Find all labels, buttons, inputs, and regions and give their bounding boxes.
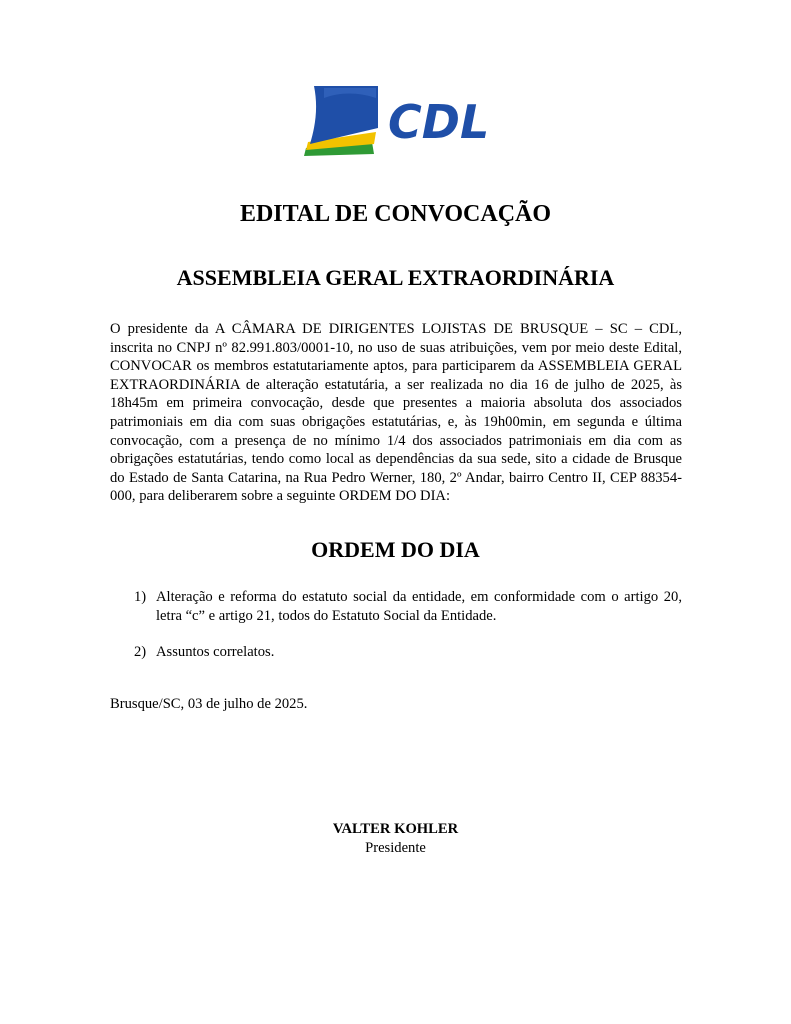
logo-text: CDL	[388, 95, 490, 149]
agenda-list	[130, 588, 682, 662]
date-location: Brusque/SC, 03 de julho de 2025.	[110, 696, 308, 712]
convocation-text: O presidente da A CÂMARA DE DIRIGENTES LOJISTAS DE BRUSQUE – SC – CDL, inscrita no CNPJ nº 82.991.803/0001-10, no uso de suas atribuições, vem por meio deste Edital, CONVOCAR os membros estatutariamente aptos, para participarem da ASSEMBLEIA GERAL EXTRAORDINÁRIA de alteração estatutária, a ser realizada no dia 16 de julho de 2025, às 18h45m em primeira convocação, desde que presentes a maioria absoluta dos associados patrimoniais em dia com suas obrigações estatutárias, e, às 19h00min, em segunda e última convocação, com a presença de no mínimo 1/4 dos associados patrimoniais em dia com as obrigações estatutárias, tendo como local as dependências da sua sede, sito a cidade de Brusque do Estado de Santa Catarina, na Rua Pedro Werner, 180, 2º Andar, bairro Centro II, CEP 88354-000, para deliberarem sobre a seguinte ORDEM DO DIA:	[110, 321, 682, 505]
signatory-name: VALTER KOHLER	[332, 821, 459, 837]
page-title: EDITAL DE CONVOCAÇÃO	[239, 201, 552, 227]
agenda-item-text: Alteração e reforma do estatuto social da entidade, em conformidade com o artigo 20, letra “c” e artigo 21, todos do Estatuto Social da Entidade.	[156, 589, 682, 624]
cdl-logo	[302, 84, 490, 158]
agenda-title: ORDEM DO DIA	[311, 537, 480, 562]
agenda-item-number: 1)	[134, 589, 147, 605]
agenda-item-number: 2)	[134, 644, 147, 661]
cdl-logo-mark	[302, 84, 490, 158]
agenda-item	[130, 643, 682, 662]
agenda-item	[130, 588, 682, 625]
signature-block	[0, 820, 791, 858]
page-subtitle: ASSEMBLEIA GERAL EXTRAORDINÁRIA	[176, 265, 615, 290]
signatory-role: Presidente	[365, 840, 426, 856]
agenda-item-text: Assuntos correlatos.	[156, 644, 275, 661]
